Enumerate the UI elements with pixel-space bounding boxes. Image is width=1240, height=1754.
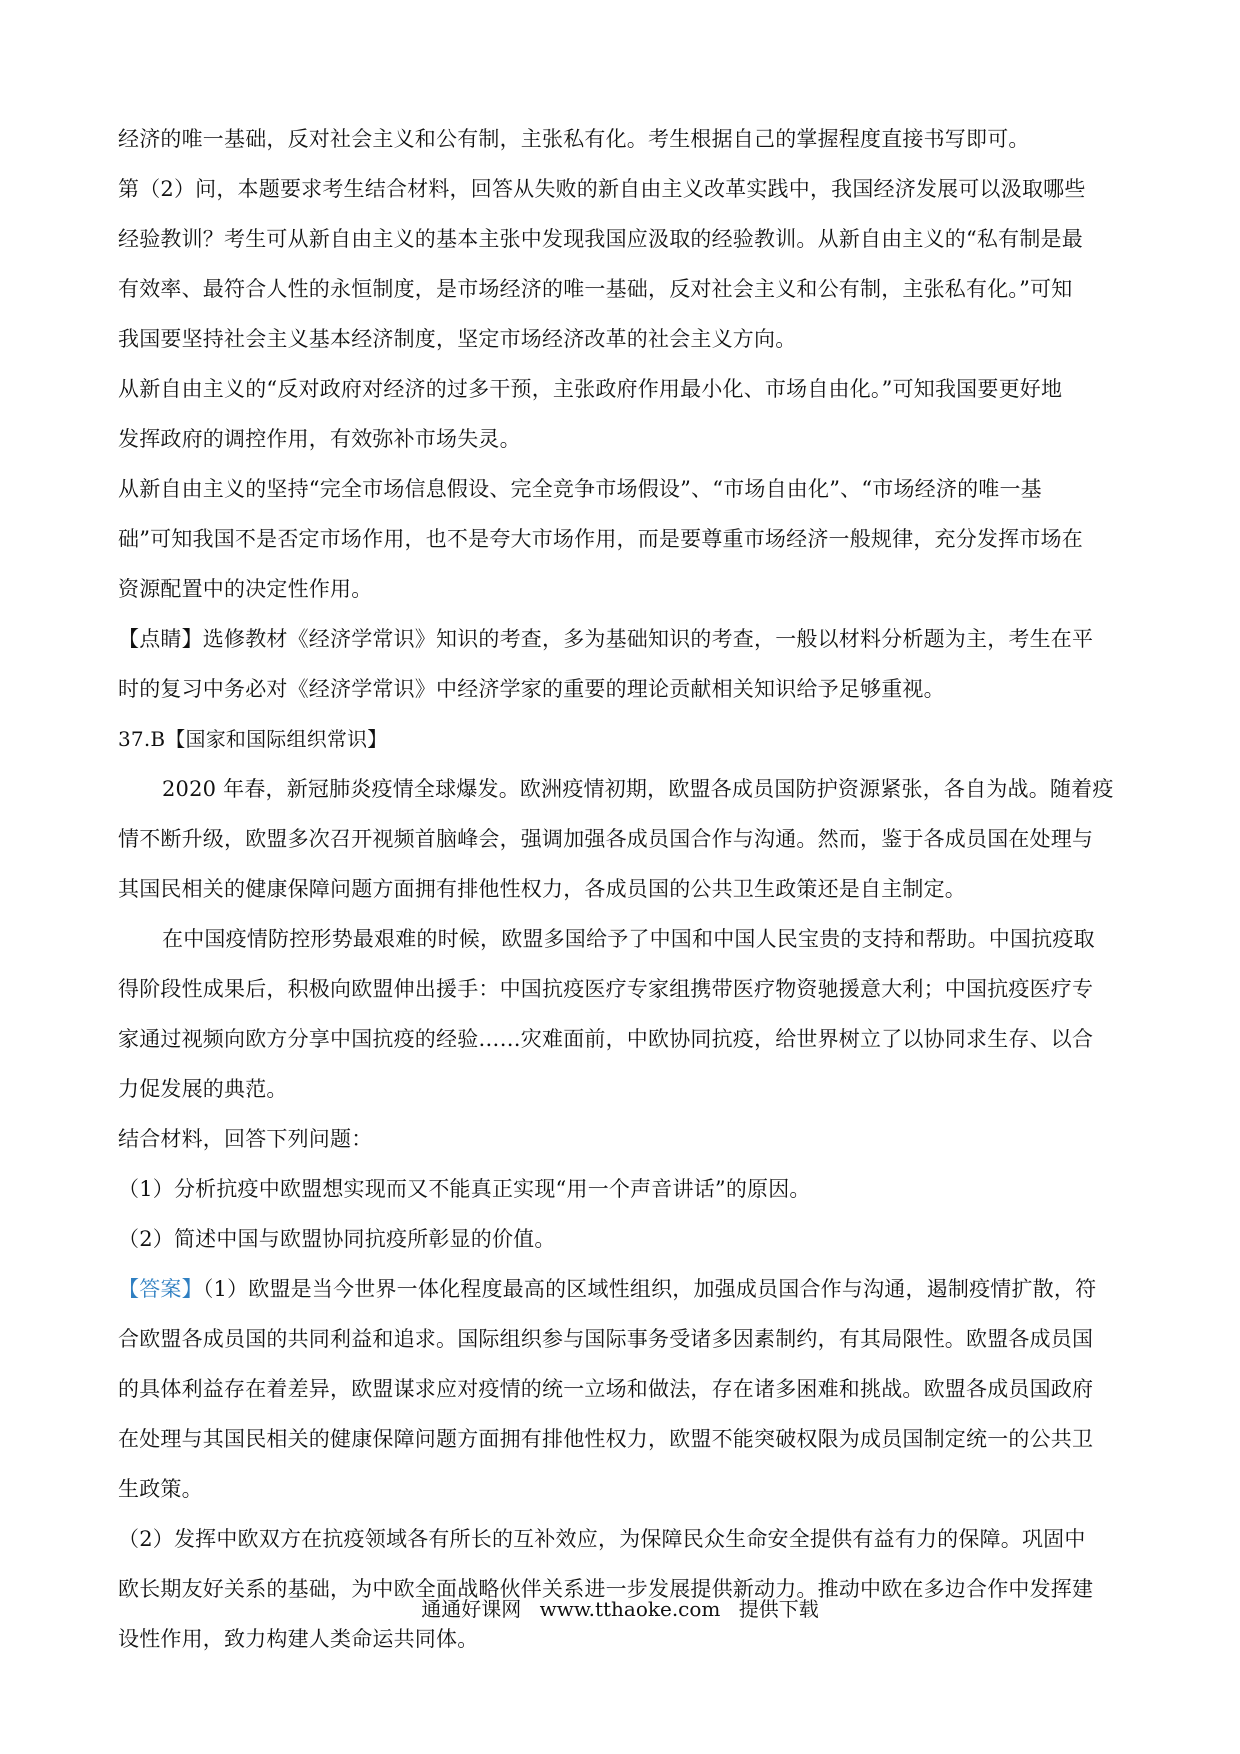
question-item: （2）简述中国与欧盟协同抗疫所彰显的价值。 <box>118 1227 556 1251</box>
text-line: 第（2）问，本题要求考生结合材料，回答从失败的新自由主义改革实践中，我国经济发展可以汲取哪些 <box>118 177 1086 201</box>
answer-tag: 【答案】 <box>118 1277 203 1301</box>
answer-line <box>118 1272 1128 1307</box>
footer-note: 提供下载 <box>738 1597 819 1621</box>
page-footer <box>0 1594 1240 1624</box>
answer-line: 合欧盟各成员国的共同利益和追求。国际组织参与国际事务受诸多因素制约，有其局限性。欧盟各成员国 <box>118 1327 1094 1351</box>
text-line: 从新自由主义的“反对政府对经济的过多干预，主张政府作用最小化、市场自由化。”可知我国要更好地 <box>118 377 1063 401</box>
text-line: 经济的唯一基础，反对社会主义和公有制，主张私有化。考生根据自己的掌握程度直接书写即可。 <box>118 127 1030 151</box>
answer-line: 在处理与其国民相关的健康保障问题方面拥有排他性权力，欧盟不能突破权限为成员国制定统一的公共卫 <box>118 1427 1094 1451</box>
footer-site-name: 通通好课网 <box>421 1597 522 1621</box>
answer-text: （1）欧盟是当今世界一体化程度最高的区域性组织，加强成员国合作与沟通，遏制疫情扩散，符 <box>202 1277 1097 1301</box>
text-line: 础”可知我国不是否定市场作用，也不是夸大市场作用，而是要尊重市场经济一般规律，充分发挥市场在 <box>118 527 1083 551</box>
text-line: 发挥政府的调控作用，有效弥补市场失灵。 <box>118 427 521 451</box>
text-line: 【点睛】选修教材《经济学常识》知识的考查，多为基础知识的考查，一般以材料分析题为主，考生在平 <box>118 627 1094 651</box>
answer-line: （2）发挥中欧双方在抗疫领域各有所长的互补效应，为保障民众生命安全提供有益有力的保障。巩固中 <box>118 1527 1086 1551</box>
text-line: 经验教训？考生可从新自由主义的基本主张中发现我国应汲取的经验教训。从新自由主义的“私有制是最 <box>118 227 1083 251</box>
material-line: 其国民相关的健康保障问题方面拥有排他性权力，各成员国的公共卫生政策还是自主制定。 <box>118 877 966 901</box>
material-line: 家通过视频向欧方分享中国抗疫的经验……灾难面前，中欧协同抗疫，给世界树立了以协同求生存、以合 <box>118 1027 1094 1051</box>
material-line: 得阶段性成果后，积极向欧盟伸出援手：中国抗疫医疗专家组携带医疗物资驰援意大利；中国抗疫医疗专 <box>118 977 1094 1001</box>
text-line: 从新自由主义的坚持“完全市场信息假设、完全竞争市场假设”、“市场自由化”、“市场经济的唯一基 <box>118 477 1042 501</box>
material-line: 力促发展的典范。 <box>118 1077 288 1101</box>
text-line: 资源配置中的决定性作用。 <box>118 577 373 601</box>
answer-line: 设性作用，致力构建人类命运共同体。 <box>118 1627 479 1651</box>
material-line: 2020 年春，新冠肺炎疫情全球爆发。欧洲疫情初期，欧盟各成员国防护资源紧张，各自为战。随着疫 <box>162 777 1114 801</box>
answer-line: 欧长期友好关系的基础，为中欧全面战略伙伴关系进一步发展提供新动力。推动中欧在多边合作中发挥建 <box>118 1577 1094 1601</box>
text-line: 时的复习中务必对《经济学常识》中经济学家的重要的理论贡献相关知识给予足够重视。 <box>118 677 945 701</box>
section-title: 37.B【国家和国际组织常识】 <box>118 727 388 751</box>
document-body <box>118 122 1128 1672</box>
question-intro: 结合材料，回答下列问题： <box>118 1127 373 1151</box>
footer-url[interactable]: www.tthaoke.com <box>539 1597 721 1621</box>
material-line: 情不断升级，欧盟多次召开视频首脑峰会，强调加强各成员国合作与沟通。然而，鉴于各成员国在处理与 <box>118 827 1094 851</box>
answer-line: 生政策。 <box>118 1477 203 1501</box>
answer-line: 的具体利益存在着差异，欧盟谋求应对疫情的统一立场和做法，存在诸多困难和挑战。欧盟各成员国政府 <box>118 1377 1094 1401</box>
question-item: （1）分析抗疫中欧盟想实现而又不能真正实现“用一个声音讲话”的原因。 <box>118 1177 811 1201</box>
text-line: 有效率、最符合人性的永恒制度，是市场经济的唯一基础，反对社会主义和公有制，主张私有化。”可知 <box>118 277 1073 301</box>
material-line: 在中国疫情防控形势最艰难的时候，欧盟多国给予了中国和中国人民宝贵的支持和帮助。中国抗疫取 <box>162 927 1095 951</box>
text-line: 我国要坚持社会主义基本经济制度，坚定市场经济改革的社会主义方向。 <box>118 327 797 351</box>
